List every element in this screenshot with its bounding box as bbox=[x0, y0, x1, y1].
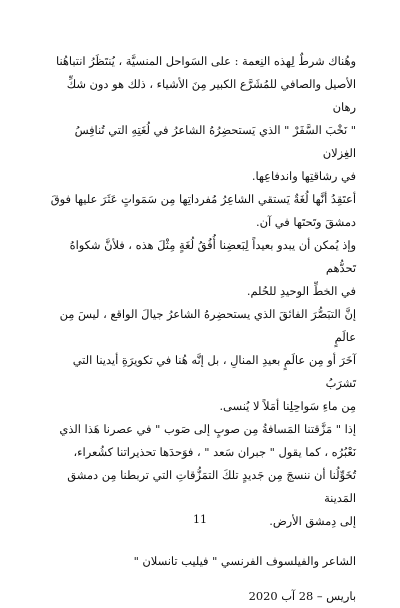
text-line: إنَّ التبَصُّرَ الفائقَ الذي يستحضِرهُ الشاعرُ جيالَ الواقع ، ليسَ مِن عالَمٍ bbox=[59, 307, 356, 344]
spacer bbox=[44, 533, 356, 550]
text-line: نَعْبُرُه ، كما يقول " جبران سَعد " ، فوَحدَها تحذيراتنا كشُعراء، bbox=[73, 445, 356, 459]
text-line: إلى دِمشق الأرض. bbox=[269, 514, 356, 528]
text-line: دمشقَ وتَحتَها في آن. bbox=[256, 215, 356, 229]
text-line: آخَرَ أو مِن عالَمٍ بعيدِ المنالِ ، بل إنَّه هُنا في تكويرَةِ أيدينا التي تَشرَبُ bbox=[72, 353, 356, 390]
text-line: في رشاقتِها واندفاعِها. bbox=[251, 169, 356, 183]
attribution: الشاعر والفيلسوف الفرنسي " فيليب تانسلان " bbox=[133, 554, 356, 568]
text-line: في الخطِّ الوحيدِ للحُلم. bbox=[246, 284, 356, 298]
text-line: تُخَوِّلُنا أن ننسجَ مِن جَديدٍ تلكَ التمَزُّقاتِ التي تربطنا مِن دمشق المَدينة bbox=[67, 468, 356, 505]
dateline: باريس – 28 آب 2020 bbox=[248, 589, 356, 603]
text-line: مِن ماءِ سَواحِلِنا أمَلاً لا يُنسى. bbox=[219, 399, 356, 413]
spacer bbox=[44, 573, 356, 585]
text-line: الأصيل والصافي للمُشَرَّع الكبير مِنَ الأشياء ، ذلك هو دون شكِّ رهان bbox=[66, 77, 356, 114]
text-line: إذا " مَزَّقتنا المَسافةُ مِن صوبٍ إلى صَوب " في عصرنا هَذا الذي bbox=[59, 422, 356, 436]
page-number: 11 bbox=[193, 513, 207, 526]
text-line: أعتَقِدُ أنَّها لُغَةٌ يَستقي الشاعِرُ مُفرداتِها مِن سَمَواتٍ عَثَرَ عليها فوقَ bbox=[50, 192, 356, 206]
text-line: وإذ يُمكن أن يبدو بعيداً لِبَعضِنا أُفُقُ لُغَةٍ مِثْلَ هذه ، فلأنَّ شكواهُ تَحدُّهم bbox=[69, 238, 356, 275]
text-line: وهُناك شرطٌ لِهذه النِعمة : على السَواحل المنسيَّة ، يُنتَظَرُ انتباهُنا bbox=[55, 54, 356, 68]
text-line: " نَخْبَ السَّفَرْ " الذي يَستحضِرُهُ الشاعرُ في لُغَتِهِ التي تُنافِسُ الغِزلان bbox=[74, 123, 356, 160]
